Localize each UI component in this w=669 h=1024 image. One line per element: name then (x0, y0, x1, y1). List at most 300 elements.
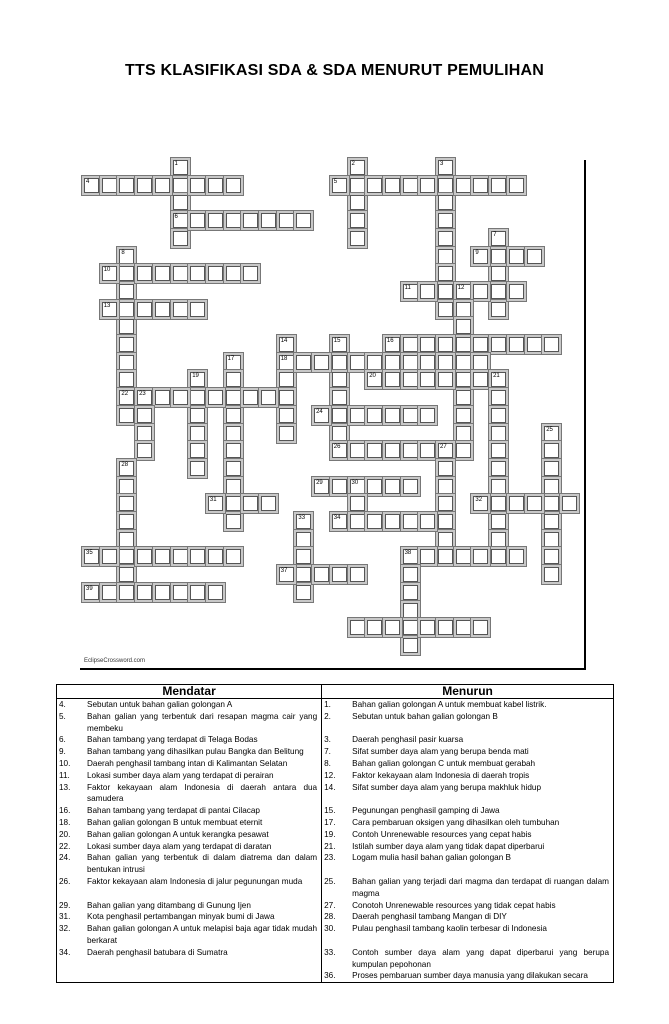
grid-cell[interactable] (403, 408, 418, 423)
grid-cell[interactable] (367, 408, 382, 423)
grid-cell[interactable] (473, 549, 488, 564)
grid-cell[interactable] (190, 585, 205, 600)
grid-cell[interactable] (155, 585, 170, 600)
grid-cell[interactable] (420, 337, 435, 352)
grid-cell[interactable] (226, 408, 241, 423)
grid-cell[interactable] (420, 514, 435, 529)
grid-cell[interactable] (173, 195, 188, 210)
down-clue-number: 12. (322, 770, 351, 782)
down-clue-number: 8. (322, 758, 351, 770)
grid-cell[interactable] (226, 443, 241, 458)
across-clue-text: Kota penghasil pertambangan minyak bumi di Jawa (85, 911, 322, 923)
grid-cell[interactable] (385, 443, 400, 458)
grid-cell[interactable] (420, 549, 435, 564)
grid-cell[interactable] (420, 178, 435, 193)
grid-cell[interactable] (119, 585, 134, 600)
grid-cell[interactable] (544, 443, 559, 458)
grid-cell[interactable] (226, 549, 241, 564)
grid-cell[interactable] (350, 195, 365, 210)
grid-cell[interactable] (332, 337, 347, 352)
grid-cell[interactable] (385, 514, 400, 529)
clue-row (57, 711, 614, 735)
grid-cell[interactable] (173, 231, 188, 246)
grid-cell[interactable] (438, 372, 453, 387)
grid-cell[interactable] (350, 178, 365, 193)
grid-cell[interactable] (208, 496, 223, 511)
grid-cell[interactable] (438, 532, 453, 547)
clue-row (57, 746, 614, 758)
across-clue-number: 5. (57, 711, 86, 735)
grid-cell[interactable] (261, 213, 276, 228)
grid-cell[interactable] (137, 443, 152, 458)
grid-cell[interactable] (350, 231, 365, 246)
grid-cell[interactable] (243, 496, 258, 511)
grid-cell[interactable] (137, 549, 152, 564)
grid-cell[interactable] (332, 567, 347, 582)
grid-cell[interactable] (527, 249, 542, 264)
grid-cell[interactable] (438, 302, 453, 317)
grid-cell[interactable] (491, 496, 506, 511)
clue-number: 34 (333, 515, 341, 521)
grid-cell[interactable] (155, 302, 170, 317)
grid-cell[interactable] (456, 390, 471, 405)
grid-cell[interactable] (226, 514, 241, 529)
grid-cell[interactable] (314, 408, 329, 423)
grid-cell[interactable] (491, 479, 506, 494)
grid-cell[interactable] (208, 266, 223, 281)
grid-cell[interactable] (438, 231, 453, 246)
grid-cell[interactable] (473, 620, 488, 635)
across-clue-text: Lokasi sumber daya alam yang terdapat di daratan (85, 841, 322, 853)
grid-cell[interactable] (420, 443, 435, 458)
grid-cell[interactable] (102, 178, 117, 193)
grid-cell[interactable] (119, 337, 134, 352)
grid-cell[interactable] (208, 213, 223, 228)
grid-cell[interactable] (314, 567, 329, 582)
grid-cell[interactable] (367, 372, 382, 387)
across-clue-text: Daerah penghasil tambang intan di Kalimantan Selatan (85, 758, 322, 770)
grid-cell[interactable] (137, 390, 152, 405)
grid-cell[interactable] (226, 178, 241, 193)
grid-cell[interactable] (403, 514, 418, 529)
clue-number: 30 (351, 479, 359, 486)
across-clue-number: 18. (57, 817, 86, 829)
clue-row (57, 770, 614, 782)
grid-cell[interactable] (119, 249, 134, 264)
grid-cell[interactable] (314, 479, 329, 494)
grid-cell[interactable] (544, 549, 559, 564)
grid-cell[interactable] (190, 266, 205, 281)
grid-cell[interactable] (208, 178, 223, 193)
grid-cell[interactable] (544, 426, 559, 441)
grid-cell[interactable] (367, 620, 382, 635)
credit-text: EclipseCrossword.com (84, 658, 146, 664)
grid-cell[interactable] (226, 213, 241, 228)
grid-cell[interactable] (491, 178, 506, 193)
grid-cell[interactable] (190, 213, 205, 228)
clue-number: 1 (174, 161, 178, 167)
grid-cell[interactable] (438, 461, 453, 476)
grid-cell[interactable] (456, 284, 471, 299)
grid-cell[interactable] (385, 355, 400, 370)
grid-cell[interactable] (173, 390, 188, 405)
grid-cell[interactable] (491, 532, 506, 547)
grid-cell[interactable] (226, 461, 241, 476)
grid-cell[interactable] (385, 178, 400, 193)
grid-cell[interactable] (367, 178, 382, 193)
grid-cell[interactable] (261, 496, 276, 511)
grid-cell[interactable] (403, 620, 418, 635)
grid-cell[interactable] (438, 249, 453, 264)
grid-cell[interactable] (438, 620, 453, 635)
grid-cell[interactable] (243, 213, 258, 228)
grid-cell[interactable] (350, 355, 365, 370)
grid-cell[interactable] (279, 390, 294, 405)
grid-cell[interactable] (473, 496, 488, 511)
grid-cell[interactable] (456, 302, 471, 317)
grid-cell[interactable] (420, 355, 435, 370)
grid-cell[interactable] (385, 337, 400, 352)
down-clue-text: Contoh sumber daya alam yang dapat diperbarui yang berupa kumpulan pepohonan (350, 947, 613, 971)
grid-cell[interactable] (403, 479, 418, 494)
grid-cell[interactable] (403, 549, 418, 564)
grid-cell[interactable] (367, 443, 382, 458)
across-clue-text: Bahan galian golongan A untuk kerangka pesawat (85, 829, 322, 841)
grid-cell[interactable] (473, 178, 488, 193)
grid-cell[interactable] (190, 408, 205, 423)
grid-cell[interactable] (279, 567, 294, 582)
grid-cell[interactable] (491, 443, 506, 458)
grid-cell[interactable] (509, 178, 524, 193)
grid-cell[interactable] (544, 514, 559, 529)
grid-cell[interactable] (403, 567, 418, 582)
grid-cell[interactable] (456, 549, 471, 564)
grid-cell[interactable] (279, 213, 294, 228)
grid-cell[interactable] (226, 496, 241, 511)
grid-cell[interactable] (438, 549, 453, 564)
grid-cell[interactable] (137, 585, 152, 600)
down-clue-text: Daerah penghasil pasir kuarsa (350, 734, 613, 746)
grid-cell[interactable] (119, 390, 134, 405)
grid-cell[interactable] (173, 266, 188, 281)
grid-cell[interactable] (438, 160, 453, 175)
grid-cell[interactable] (332, 479, 347, 494)
grid-cell[interactable] (491, 426, 506, 441)
grid-cell[interactable] (173, 302, 188, 317)
grid-cell[interactable] (367, 514, 382, 529)
grid-cell[interactable] (420, 372, 435, 387)
grid-cell[interactable] (102, 585, 117, 600)
grid-cell[interactable] (491, 337, 506, 352)
grid-cell[interactable] (243, 266, 258, 281)
grid-cell[interactable] (155, 549, 170, 564)
grid-cell[interactable] (509, 496, 524, 511)
grid-cell[interactable] (527, 337, 542, 352)
grid-cell[interactable] (544, 461, 559, 476)
grid-cell[interactable] (403, 603, 418, 618)
grid-cell[interactable] (296, 549, 311, 564)
grid-cell[interactable] (456, 319, 471, 334)
grid-cell[interactable] (509, 549, 524, 564)
grid-cell[interactable] (84, 549, 99, 564)
grid-cell[interactable] (102, 266, 117, 281)
grid-cell[interactable] (544, 479, 559, 494)
grid-cell[interactable] (438, 178, 453, 193)
grid-cell[interactable] (119, 355, 134, 370)
grid-cell[interactable] (173, 213, 188, 228)
grid-cell[interactable] (84, 178, 99, 193)
grid-cell[interactable] (137, 408, 152, 423)
clue-row (57, 841, 614, 853)
grid-cell[interactable] (491, 514, 506, 529)
grid-cell[interactable] (438, 266, 453, 281)
grid-cell[interactable] (473, 337, 488, 352)
grid-cell[interactable] (155, 266, 170, 281)
grid-cell[interactable] (456, 426, 471, 441)
across-clue-number: 16. (57, 805, 86, 817)
grid-cell[interactable] (491, 231, 506, 246)
grid-cell[interactable] (456, 620, 471, 635)
grid-cell[interactable] (279, 355, 294, 370)
grid-cell[interactable] (332, 372, 347, 387)
grid-cell[interactable] (350, 479, 365, 494)
grid-cell[interactable] (279, 408, 294, 423)
grid-cell[interactable] (473, 284, 488, 299)
grid-cell[interactable] (119, 549, 134, 564)
clue-number: 31 (209, 497, 217, 504)
grid-cell[interactable] (456, 443, 471, 458)
grid-cell[interactable] (119, 178, 134, 193)
grid-cell[interactable] (226, 390, 241, 405)
clue-number: 15 (333, 338, 341, 344)
grid-cell[interactable] (403, 284, 418, 299)
grid-cell[interactable] (544, 496, 559, 511)
across-clue-number: 6. (57, 734, 86, 746)
grid-cell[interactable] (438, 479, 453, 494)
grid-cell[interactable] (491, 372, 506, 387)
clue-number: 10 (103, 267, 111, 274)
grid-cell[interactable] (119, 372, 134, 387)
grid-cell[interactable] (119, 461, 134, 476)
grid-cell[interactable] (279, 337, 294, 352)
grid-cell[interactable] (190, 426, 205, 441)
down-clue-number: 7. (322, 746, 351, 758)
grid-cell[interactable] (208, 585, 223, 600)
grid-cell[interactable] (473, 372, 488, 387)
grid-cell[interactable] (403, 178, 418, 193)
clue-number: 11 (404, 284, 411, 291)
grid-cell[interactable] (119, 514, 134, 529)
grid-cell[interactable] (350, 408, 365, 423)
grid-cell[interactable] (456, 355, 471, 370)
grid-cell[interactable] (456, 178, 471, 193)
clue-number: 19 (192, 373, 199, 380)
grid-cell[interactable] (509, 284, 524, 299)
clue-row (57, 817, 614, 829)
grid-cell[interactable] (137, 266, 152, 281)
down-clue-text: Sifat sumber daya alam yang berupa benda mati (350, 746, 613, 758)
across-clue-text: Bahan galian golongan A untuk melapisi baja agar tidak mudah berkarat (85, 923, 322, 947)
grid-cell[interactable] (509, 249, 524, 264)
grid-cell[interactable] (385, 372, 400, 387)
grid-cell[interactable] (155, 390, 170, 405)
grid-cell[interactable] (491, 302, 506, 317)
grid-cell[interactable] (137, 302, 152, 317)
grid-cell[interactable] (544, 532, 559, 547)
grid-cell[interactable] (190, 390, 205, 405)
grid-cell[interactable] (385, 479, 400, 494)
clue-row (57, 900, 614, 912)
grid-cell[interactable] (190, 372, 205, 387)
grid-cell[interactable] (243, 390, 258, 405)
grid-cell[interactable] (279, 426, 294, 441)
grid-cell[interactable] (119, 408, 134, 423)
grid-cell[interactable] (296, 355, 311, 370)
clue-number: 14 (280, 338, 288, 344)
grid-cell[interactable] (279, 372, 294, 387)
grid-cell[interactable] (491, 408, 506, 423)
grid-cell[interactable] (190, 461, 205, 476)
grid-cell[interactable] (491, 461, 506, 476)
grid-cell[interactable] (438, 195, 453, 210)
grid-cell[interactable] (226, 266, 241, 281)
grid-cell[interactable] (226, 426, 241, 441)
grid-cell[interactable] (350, 213, 365, 228)
grid-cell[interactable] (102, 549, 117, 564)
grid-cell[interactable] (491, 549, 506, 564)
grid-cell[interactable] (190, 549, 205, 564)
grid-cell[interactable] (403, 372, 418, 387)
grid-cell[interactable] (332, 355, 347, 370)
grid-cell[interactable] (208, 549, 223, 564)
grid-cell[interactable] (420, 620, 435, 635)
grid-cell[interactable] (420, 284, 435, 299)
clue-number: 26 (333, 444, 341, 451)
grid-cell[interactable] (296, 213, 311, 228)
grid-cell[interactable] (173, 549, 188, 564)
grid-cell[interactable] (119, 567, 134, 582)
grid-cell[interactable] (438, 355, 453, 370)
grid-cell[interactable] (544, 337, 559, 352)
grid-cell[interactable] (509, 337, 524, 352)
clue-number: 37 (280, 568, 288, 575)
grid-cell[interactable] (456, 408, 471, 423)
grid-cell[interactable] (438, 496, 453, 511)
grid-cell[interactable] (84, 585, 99, 600)
grid-cell[interactable] (350, 160, 365, 175)
grid-cell[interactable] (385, 408, 400, 423)
grid-cell[interactable] (296, 532, 311, 547)
grid-cell[interactable] (119, 266, 134, 281)
grid-cell[interactable] (438, 443, 453, 458)
grid-cell[interactable] (385, 620, 400, 635)
grid-cell[interactable] (332, 426, 347, 441)
grid-cell[interactable] (155, 178, 170, 193)
grid-cell[interactable] (332, 408, 347, 423)
grid-cell[interactable] (226, 372, 241, 387)
grid-cell[interactable] (403, 337, 418, 352)
grid-cell[interactable] (296, 585, 311, 600)
grid-cell[interactable] (296, 567, 311, 582)
grid-cell[interactable] (332, 443, 347, 458)
clue-number: 33 (298, 515, 306, 521)
grid-cell[interactable] (527, 496, 542, 511)
grid-cell[interactable] (190, 178, 205, 193)
grid-cell[interactable] (102, 302, 117, 317)
grid-cell[interactable] (119, 532, 134, 547)
grid-cell[interactable] (438, 337, 453, 352)
grid-cell[interactable] (438, 213, 453, 228)
grid-cell[interactable] (296, 514, 311, 529)
grid-cell[interactable] (403, 585, 418, 600)
grid-cell[interactable] (190, 443, 205, 458)
grid-cell[interactable] (208, 390, 223, 405)
across-clue-number (57, 970, 86, 982)
grid-cell[interactable] (350, 443, 365, 458)
clue-row (57, 876, 614, 900)
grid-cell[interactable] (314, 355, 329, 370)
grid-cell[interactable] (173, 585, 188, 600)
grid-cell[interactable] (562, 496, 577, 511)
grid-cell[interactable] (544, 567, 559, 582)
grid-cell[interactable] (491, 390, 506, 405)
grid-cell[interactable] (491, 284, 506, 299)
grid-cell[interactable] (137, 178, 152, 193)
grid-cell[interactable] (438, 514, 453, 529)
grid-cell[interactable] (261, 390, 276, 405)
grid-cell[interactable] (119, 302, 134, 317)
clue-number: 2 (351, 161, 355, 167)
grid-cell[interactable] (332, 390, 347, 405)
grid-cell[interactable] (491, 249, 506, 264)
grid-cell[interactable] (367, 355, 382, 370)
down-clue-number: 14. (322, 782, 351, 806)
grid-cell[interactable] (491, 266, 506, 281)
grid-cell[interactable] (226, 479, 241, 494)
clue-number: 6 (174, 214, 178, 221)
grid-cell[interactable] (137, 426, 152, 441)
grid-cell[interactable] (438, 284, 453, 299)
grid-cell[interactable] (473, 249, 488, 264)
grid-cell[interactable] (173, 160, 188, 175)
grid-cell[interactable] (456, 337, 471, 352)
grid-cell[interactable] (403, 638, 418, 653)
down-clue-text: Proses pembaruan sumber daya manusia yang dilakukan secara (350, 970, 613, 982)
grid-cell[interactable] (119, 479, 134, 494)
grid-cell[interactable] (420, 408, 435, 423)
grid-cell[interactable] (350, 514, 365, 529)
grid-cell[interactable] (473, 355, 488, 370)
grid-cell[interactable] (173, 178, 188, 193)
grid-cell[interactable] (119, 496, 134, 511)
clue-row (57, 829, 614, 841)
grid-cell[interactable] (332, 514, 347, 529)
grid-cell[interactable] (119, 319, 134, 334)
grid-cell[interactable] (403, 443, 418, 458)
grid-cell[interactable] (350, 496, 365, 511)
grid-cell[interactable] (350, 567, 365, 582)
grid-cell[interactable] (226, 355, 241, 370)
grid-cell[interactable] (190, 302, 205, 317)
grid-cell[interactable] (350, 620, 365, 635)
clue-number: 23 (139, 391, 146, 398)
grid-cell[interactable] (367, 479, 382, 494)
grid-cell[interactable] (119, 284, 134, 299)
across-clue-text: Lokasi sumber daya alam yang terdapat di perairan (85, 770, 322, 782)
grid-cell[interactable] (403, 355, 418, 370)
grid-cell[interactable] (332, 178, 347, 193)
grid-cell[interactable] (456, 372, 471, 387)
